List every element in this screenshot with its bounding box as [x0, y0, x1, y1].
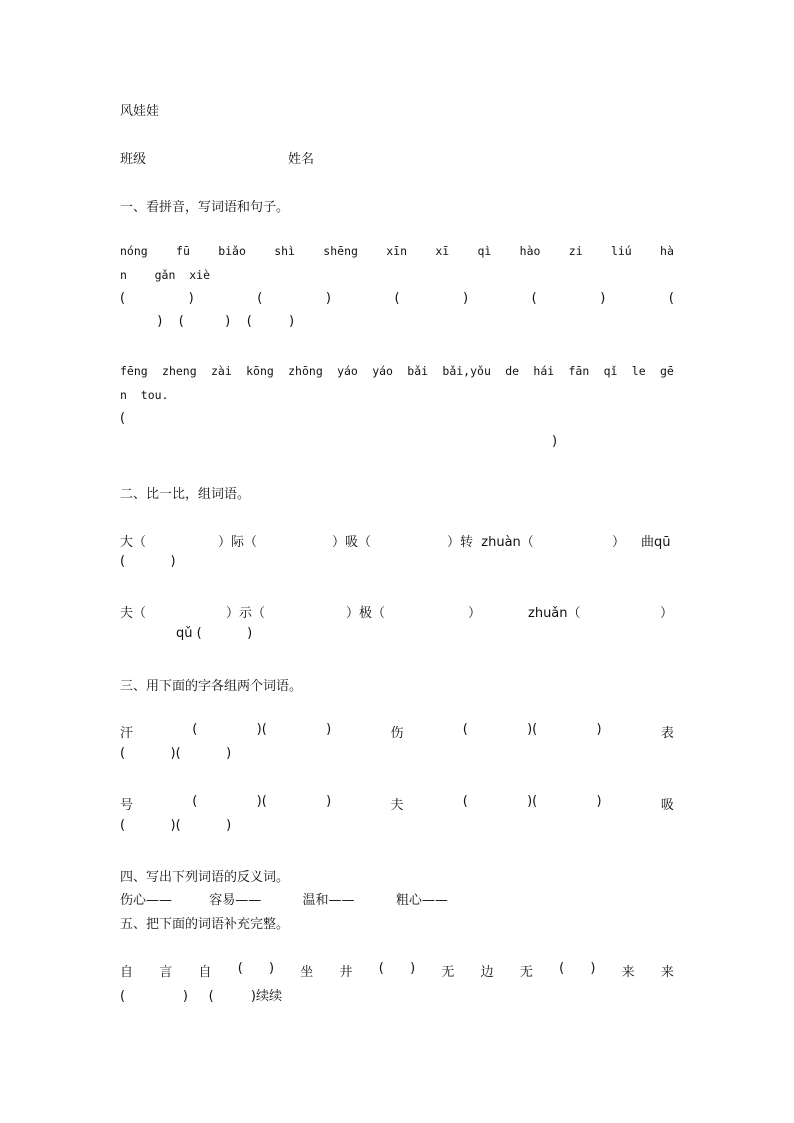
- pinyin-syllable: shēng: [323, 244, 358, 258]
- pinyin-row-1: [120, 244, 674, 258]
- pinyin-syllable: le: [631, 364, 646, 378]
- word-group-row-1: [120, 722, 674, 741]
- word-group-item[interactable]: (: [192, 794, 198, 809]
- section2-heading: 二、比一比，组词语。: [120, 487, 251, 502]
- pinyin-syllable: qǐ: [603, 364, 618, 378]
- idiom-char: 来: [621, 965, 635, 980]
- pinyin-syllable: hào: [519, 244, 541, 258]
- pinyin-syllable: biǎo: [218, 244, 246, 258]
- word-group-item[interactable]: (: [192, 722, 198, 737]
- pinyin-syllable: bǎi,yǒu: [442, 364, 491, 378]
- answer-blank[interactable]: (: [668, 291, 674, 306]
- compare-item: ）极（: [346, 606, 386, 621]
- idiom-char: 井: [339, 965, 353, 980]
- section3-heading: 三、用下面的字各组两个词语。: [120, 679, 303, 694]
- word-group-row-2: [120, 794, 674, 813]
- pinyin-syllable: zheng: [162, 364, 197, 378]
- compare-item: ）转 zhuàn（: [447, 535, 534, 550]
- idiom-char: 无: [441, 965, 455, 980]
- answer-blank[interactable]: ): [600, 291, 606, 306]
- pinyin-syllable: de: [505, 364, 520, 378]
- answer-blank[interactable]: (: [257, 291, 263, 306]
- compare-row-2-cont[interactable]: qǔ ( ): [176, 626, 253, 641]
- idiom-blank[interactable]: ): [410, 961, 416, 976]
- section4-heading: 四、写出下列词语的反义词。: [120, 870, 290, 885]
- idiom-blank[interactable]: (: [559, 961, 565, 976]
- pinyin-syllable: bǎi: [407, 364, 429, 378]
- compare-item: ）示（: [226, 606, 266, 621]
- word-group-item[interactable]: ): [326, 794, 332, 809]
- idiom-char: 无: [519, 965, 533, 980]
- pinyin-syllable: qì: [477, 244, 492, 258]
- class-label: 班级: [120, 152, 147, 167]
- idiom-char: 来: [660, 965, 674, 980]
- sentence-close-paren[interactable]: ): [552, 434, 558, 449]
- word-group-item[interactable]: (: [462, 722, 468, 737]
- answer-blank[interactable]: ): [463, 291, 469, 306]
- compare-item: zhuǎn（: [528, 606, 581, 621]
- idiom-row-1: [120, 961, 674, 980]
- pinyin-row-1-cont: n gǎn xiè: [120, 268, 211, 282]
- word-group-item: 夫: [390, 798, 404, 813]
- pinyin-syllable: zhōng: [288, 364, 323, 378]
- word-group-item: 表: [660, 726, 674, 741]
- word-group-item[interactable]: )(: [256, 794, 267, 809]
- answer-blank[interactable]: ): [188, 291, 194, 306]
- word-group-row-1-cont[interactable]: ( )( ): [120, 746, 232, 761]
- pinyin-row-2-cont: n tou.: [120, 388, 169, 402]
- idiom-char: 言: [159, 965, 173, 980]
- word-group-row-2-cont[interactable]: ( )( ): [120, 818, 232, 833]
- answer-blank[interactable]: (: [531, 291, 537, 306]
- compare-item: 大（: [120, 535, 147, 550]
- compare-item: ）吸（: [332, 535, 372, 550]
- section5-heading: 五、把下面的词语补充完整。: [120, 917, 290, 932]
- word-group-item[interactable]: ): [326, 722, 332, 737]
- answer-brackets-row-1-cont[interactable]: ) ( ) ( ): [120, 314, 295, 329]
- answer-brackets-row-1: [120, 291, 674, 306]
- word-group-item[interactable]: ): [596, 722, 602, 737]
- word-group-item[interactable]: )(: [527, 794, 538, 809]
- compare-item: ）际（: [218, 535, 258, 550]
- pinyin-syllable: gē: [659, 364, 674, 378]
- pinyin-syllable: xī: [435, 244, 450, 258]
- pinyin-syllable: xīn: [386, 244, 408, 258]
- word-group-item: 伤: [390, 726, 404, 741]
- pinyin-syllable: yáo: [337, 364, 358, 378]
- word-group-item: 吸: [660, 798, 674, 813]
- pinyin-syllable: fān: [568, 364, 590, 378]
- compare-item: 曲qū: [641, 535, 671, 550]
- pinyin-syllable: fēng: [120, 364, 148, 378]
- idiom-blank[interactable]: (: [378, 961, 384, 976]
- pinyin-row-2: [120, 364, 674, 378]
- word-group-item[interactable]: )(: [527, 722, 538, 737]
- pinyin-syllable: nóng: [120, 244, 148, 258]
- pinyin-syllable: yáo: [372, 364, 393, 378]
- answer-blank[interactable]: (: [394, 291, 400, 306]
- answer-blank[interactable]: (: [120, 291, 126, 306]
- idiom-char: 坐: [300, 965, 314, 980]
- compare-row-1-cont[interactable]: ( ): [120, 554, 176, 569]
- idiom-char: 边: [480, 965, 494, 980]
- idiom-blank[interactable]: ): [590, 961, 596, 976]
- compare-item: ）: [468, 606, 482, 621]
- word-group-item[interactable]: (: [462, 794, 468, 809]
- idiom-row-1-cont[interactable]: ( ) ( )续续: [120, 989, 282, 1004]
- section1-heading: 一、看拼音，写词语和句子。: [120, 200, 290, 215]
- word-group-item: 号: [120, 798, 134, 813]
- idiom-blank[interactable]: ): [269, 961, 275, 976]
- compare-item: 夫（: [120, 606, 147, 621]
- pinyin-syllable: zi: [568, 244, 583, 258]
- pinyin-syllable: shì: [274, 244, 295, 258]
- pinyin-syllable: liú: [610, 244, 632, 258]
- pinyin-syllable: fū: [176, 244, 190, 258]
- compare-item: ）: [612, 535, 626, 550]
- word-group-item[interactable]: ): [596, 794, 602, 809]
- answer-blank[interactable]: ): [325, 291, 331, 306]
- word-group-item[interactable]: )(: [256, 722, 267, 737]
- idiom-char: 自: [198, 965, 212, 980]
- compare-item: ）: [660, 606, 674, 621]
- word-group-item: 汗: [120, 726, 134, 741]
- idiom-char: 自: [120, 965, 134, 980]
- sentence-open-paren[interactable]: (: [120, 411, 126, 426]
- pinyin-syllable: zài: [210, 364, 232, 378]
- idiom-blank[interactable]: (: [237, 961, 243, 976]
- pinyin-syllable: kōng: [246, 364, 274, 378]
- page-title: 风娃娃: [120, 104, 160, 119]
- pinyin-syllable: hái: [533, 364, 555, 378]
- antonym-row[interactable]: 伤心—— 容易—— 温和—— 粗心——: [120, 893, 448, 908]
- name-label: 姓名: [288, 152, 315, 167]
- pinyin-syllable: hà: [660, 244, 674, 258]
